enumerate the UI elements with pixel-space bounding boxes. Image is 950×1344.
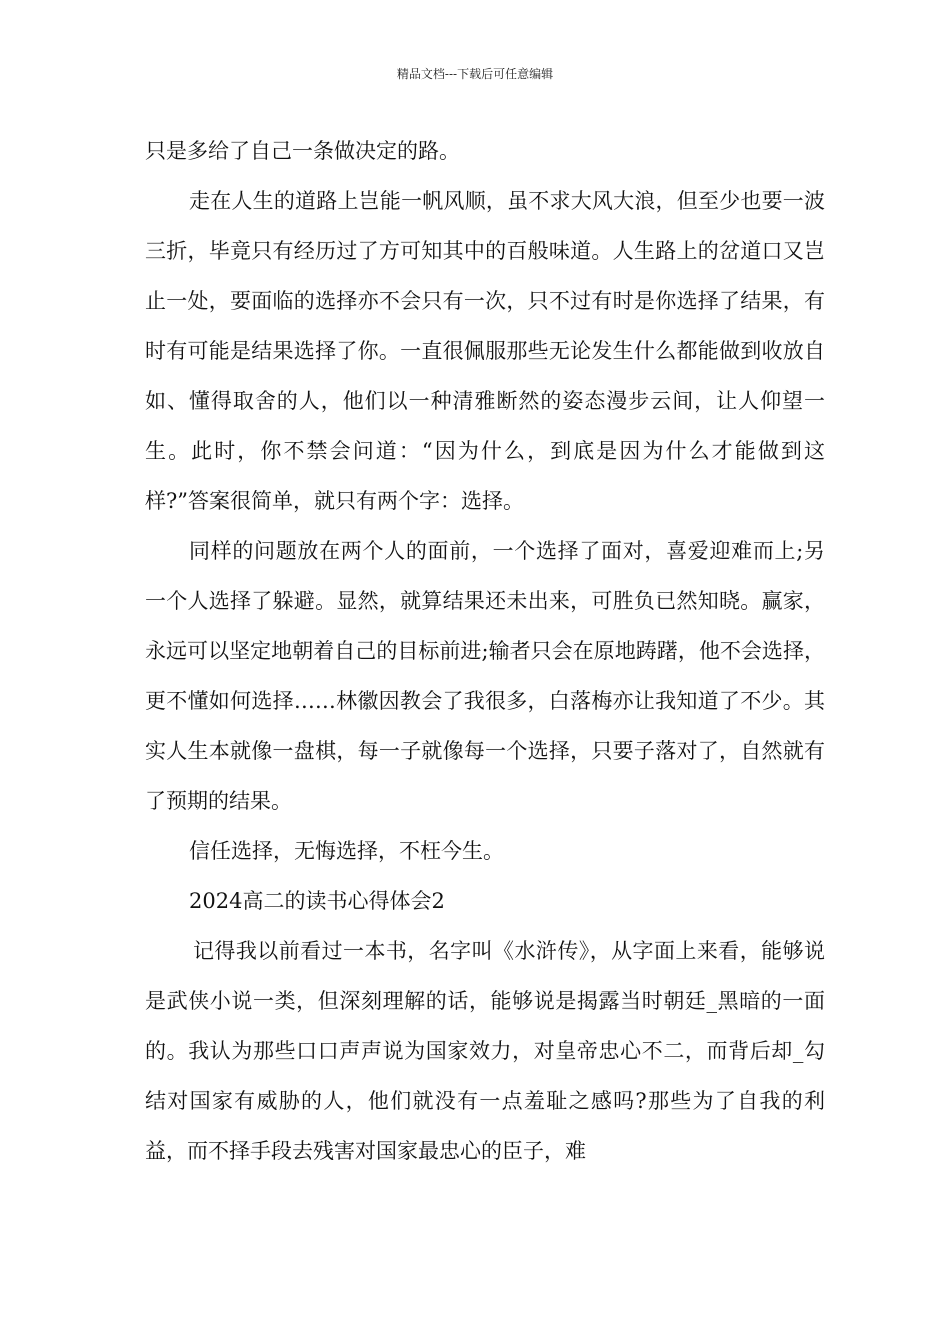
paragraph-two-people: 同样的问题放在两个人的面前，一个选择了面对，喜爱迎难而上;另一个人选择了躲避。显然，就算结果还未出来，可胜负已然知晓。赢家，永远可以坚定地朝着自己的目标前进;输者只会在原地踌躇，他不会选择，更不懂如何选择……林徽因教会了我很多，白落梅亦让我知道了不少。其实人生本就像一盘棋，每一子就像每一个选择，只要子落对了，自然就有了预期的结果。 <box>145 539 825 813</box>
section-heading: 2024高二的读书心得体会2 <box>189 889 445 913</box>
paragraph-continuation: 只是多给了自己一条做决定的路。 <box>145 139 460 163</box>
paragraph-trust-choice: 信任选择，无悔选择，不枉今生。 <box>189 839 504 863</box>
paragraph-water-margin: 记得我以前看过一本书，名字叫《水浒传》，从字面上来看，能够说是武侠小说一类，但深刻理解的话，能够说是揭露当时朝廷_黑暗的一面的。我认为那些口口声声说为国家效力，对皇帝忠心不二，而背后却_勾结对国家有威胁的人，他们就没有一点羞耻之感吗?那些为了自我的利益，而不择手段去残害对国家最忠心的臣子，难 <box>145 939 825 1163</box>
paragraph-life-path: 走在人生的道路上岂能一帆风顺，虽不求大风大浪，但至少也要一波三折，毕竟只有经历过了方可知其中的百般味道。人生路上的岔道口又岂止一处，要面临的选择亦不会只有一次，只不过有时是你选择了结果，有时有可能是结果选择了你。一直很佩服那些无论发生什么都能做到收放自如、懂得取舍的人，他们以一种清雅断然的姿态漫步云间，让人仰望一生。此时，你不禁会问道：“因为什么，到底是因为什么才能做到这样?”答案很简单，就只有两个字：选择。 <box>145 189 825 513</box>
document-body <box>145 126 825 1176</box>
page-header: 精品文档---下载后可任意编辑 <box>396 67 554 81</box>
